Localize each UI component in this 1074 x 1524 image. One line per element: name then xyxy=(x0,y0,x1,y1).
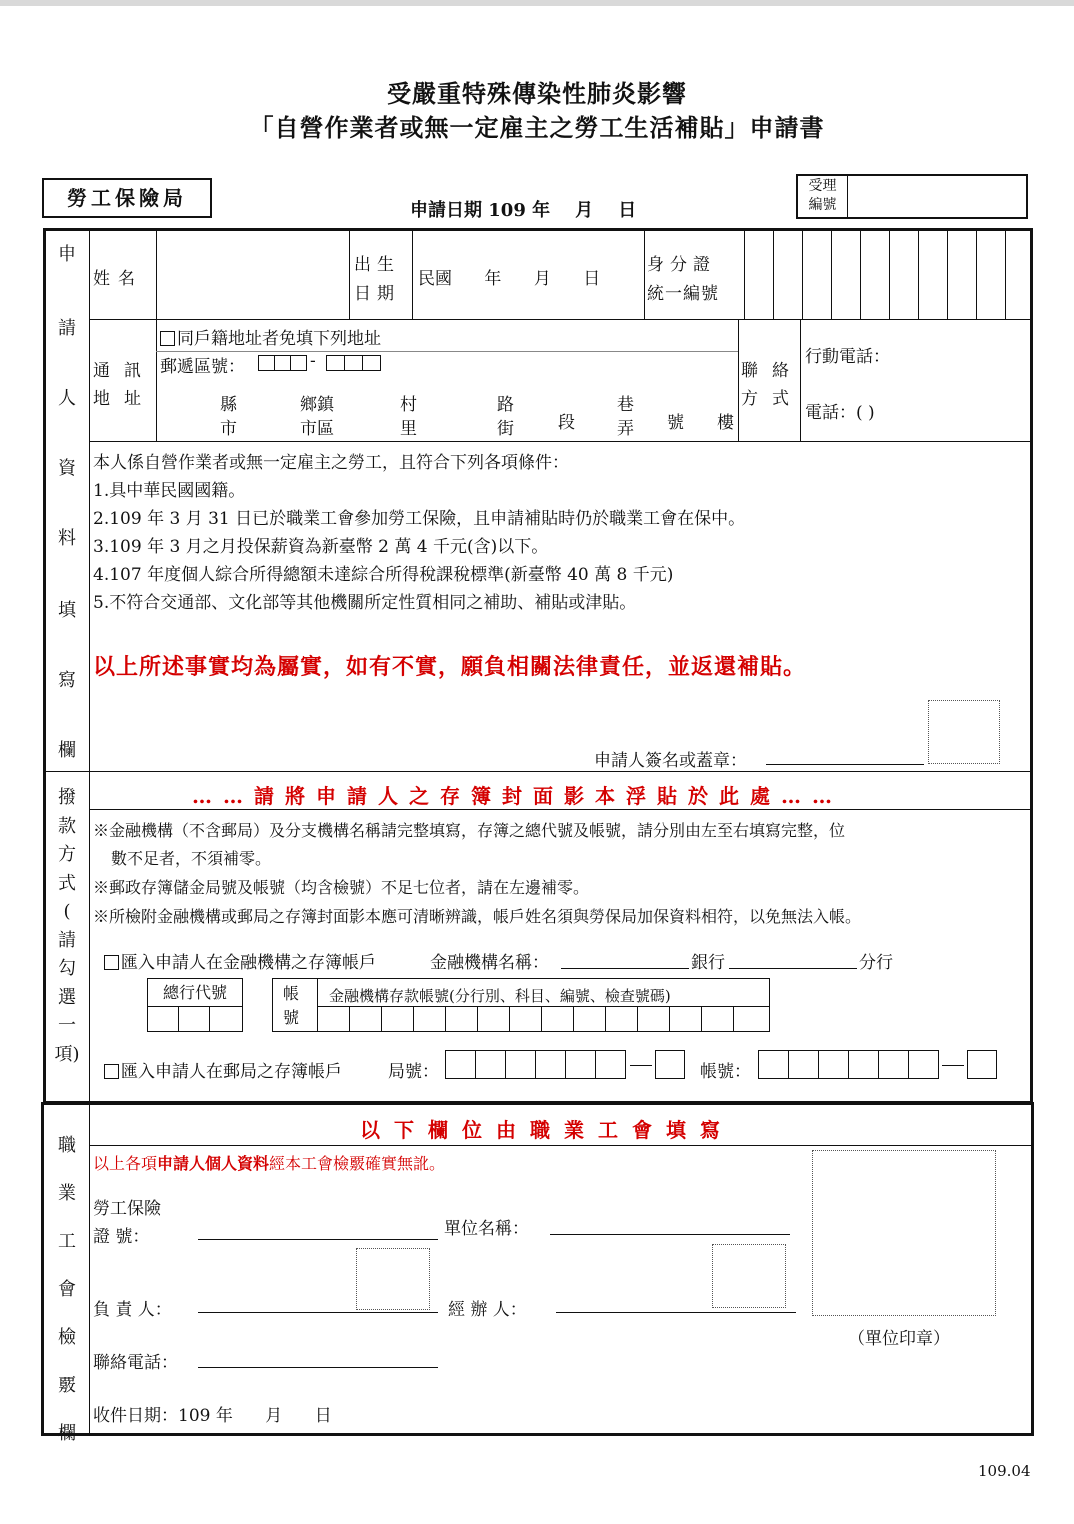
post-office-check-cell[interactable] xyxy=(655,1050,685,1079)
addr-unit-township: 鄉鎮 xyxy=(300,395,334,415)
signature-label: 申請人簽名或蓋章： xyxy=(594,751,747,771)
addr-unit-village: 村 xyxy=(400,395,417,415)
addr-unit-district: 市區 xyxy=(300,419,334,439)
condition-4: 4.107 年度個人綜合所得總額未達綜合所得稅課稅標準(新臺幣 40 萬 8 千元) xyxy=(93,565,674,585)
branch-suffix: 分行 xyxy=(859,953,893,973)
bank-name-line[interactable] xyxy=(561,968,689,969)
top-strip xyxy=(0,0,1074,6)
post-account-dash xyxy=(942,1065,964,1066)
agency-label: 勞工保險局 xyxy=(42,178,212,218)
post-account-check-cell[interactable] xyxy=(967,1050,997,1079)
birth-label-1: 出生 xyxy=(354,255,400,275)
addr-unit-floor: 樓 xyxy=(717,413,734,433)
unit-name-line[interactable] xyxy=(550,1234,790,1235)
signature-line[interactable] xyxy=(766,764,924,765)
handler-label: 經 辦 人： xyxy=(448,1300,527,1320)
account-label-2: 號 xyxy=(283,1008,300,1027)
side-label-2: 請 xyxy=(58,318,76,339)
branch-code-box xyxy=(147,978,243,1032)
addr-unit-city: 市 xyxy=(220,419,237,439)
account-label-1: 帳 xyxy=(283,984,300,1003)
post-account-cells[interactable] xyxy=(758,1050,938,1079)
seal-box[interactable] xyxy=(928,700,1000,764)
condition-5: 5.不符合交通部、文化部等其他機關所定性質相同之補助、補貼或津貼。 xyxy=(93,593,637,613)
id-label-2: 統一編號 xyxy=(647,284,719,304)
application-date: 申請日期 109 年 月 日 xyxy=(410,200,637,221)
receipt-number-label: 受理 編號 xyxy=(798,176,848,217)
note-2: ※郵政存簿儲金局號及帳號（均含檢號）不足七位者，請在左邊補零。 xyxy=(93,878,590,897)
form-title-line1: 受嚴重特殊傳染性肺炎影響 xyxy=(387,79,687,108)
bank-suffix: 銀行 xyxy=(691,953,725,973)
bank-name-label: 金融機構名稱： xyxy=(430,953,549,973)
union-phone-label: 聯絡電話： xyxy=(93,1353,178,1373)
condition-1: 1.具中華民國國籍。 xyxy=(93,481,246,501)
union-verification-note: 以上各項申請人個人資料經本工會檢覈確實無訛。 xyxy=(93,1154,446,1173)
post-office-dash xyxy=(630,1065,652,1066)
note-1: ※金融機構（不含郵局）及分支機構名稱請完整填寫，存簿之總代號及帳號，請分別由左至右填寫完整，位 xyxy=(93,821,846,840)
bank-option[interactable]: 匯入申請人在金融機構之存簿帳戶 xyxy=(104,948,376,973)
post-office-number-label: 局號： xyxy=(388,1062,439,1082)
note-1-cont: 數不足者，不須補零。 xyxy=(111,849,272,868)
address-label-1: 通訊 xyxy=(93,361,155,381)
addr-unit-lane: 巷 xyxy=(617,395,634,415)
post-office-number-cells[interactable] xyxy=(445,1050,625,1079)
name-field[interactable] xyxy=(160,234,346,318)
account-number-box xyxy=(272,978,770,1032)
postal-code-label: 郵遞區號： xyxy=(160,357,245,377)
post-option[interactable]: 匯入申請人在郵局之存簿帳戶 xyxy=(104,1057,342,1082)
addr-unit-county: 縣 xyxy=(220,395,237,415)
name-label: 姓名 xyxy=(93,269,143,289)
addr-unit-alley: 弄 xyxy=(617,419,634,439)
unit-name-label: 單位名稱： xyxy=(444,1219,529,1239)
passbook-instruction: ……請將申請人之存簿封面影本浮貼於此處…… xyxy=(192,784,843,808)
addr-unit-road: 路 xyxy=(497,395,514,415)
handler-seal-box[interactable] xyxy=(712,1244,786,1308)
insurance-label-2: 證 號： xyxy=(93,1227,150,1247)
side-label-4: 資 xyxy=(58,458,76,479)
declaration-intro: 本人係自營作業者或無一定雇主之勞工，且符合下列各項條件： xyxy=(93,453,569,473)
account-number-label: 金融機構存款帳號(分行別、科目、編號、檢查號碼) xyxy=(329,987,671,1005)
checkbox-icon[interactable] xyxy=(160,331,175,346)
post-account-label: 帳號： xyxy=(700,1062,751,1082)
contact-label-2: 方式 xyxy=(741,389,803,409)
side-label-7: 寫 xyxy=(58,670,76,691)
note-3: ※所檢附金融機構或郵局之存簿封面影本應可清晰辨識，帳戶姓名須與勞保局加保資料相符，以免無法入帳。 xyxy=(93,907,862,926)
unit-seal-box[interactable] xyxy=(812,1150,996,1316)
mobile-phone-label: 行動電話： xyxy=(805,347,890,367)
side-label-6: 填 xyxy=(58,600,76,621)
addr-unit-street: 街 xyxy=(497,419,514,439)
postal-dash: - xyxy=(310,351,316,371)
birth-date-field[interactable]: 民國 年 月 日 xyxy=(418,269,601,289)
contact-label-1: 聯絡 xyxy=(741,361,803,381)
unit-seal-label: （單位印章） xyxy=(848,1329,950,1349)
addr-unit-section: 段 xyxy=(558,413,575,433)
postal-code-cells-b[interactable] xyxy=(326,355,380,371)
same-address-checkbox[interactable]: 同戶籍地址者免填下列地址 xyxy=(160,324,381,349)
receipt-number-box[interactable] xyxy=(796,174,1028,219)
address-label-2: 地址 xyxy=(93,389,155,409)
side-label-1: 申 xyxy=(58,244,76,265)
postal-code-cells-a[interactable] xyxy=(258,355,306,371)
addr-unit-number: 號 xyxy=(667,413,684,433)
branch-code-label: 總行代號 xyxy=(162,983,227,1002)
branch-name-line[interactable] xyxy=(729,968,857,969)
union-side-label: 職 業 工 會 檢 覈 欄 xyxy=(58,1135,76,1444)
insurance-number-line[interactable] xyxy=(198,1239,438,1240)
union-phone-line[interactable] xyxy=(198,1367,438,1368)
union-heading: 以下欄位由職業工會填寫 xyxy=(360,1118,734,1142)
form-title-line2: 「自營作業者或無一定雇主之勞工生活補貼」申請書 xyxy=(249,113,825,142)
payment-side-label: 撥 款 方 式 ( 請 勾 選 一 項) xyxy=(54,787,80,1065)
truth-declaration: 以上所述事實均為屬實，如有不實，願負相關法律責任，並返還補貼。 xyxy=(93,654,807,680)
side-label-8: 欄 xyxy=(58,740,76,761)
insurance-label-1: 勞工保險 xyxy=(93,1199,161,1219)
side-label-3: 人 xyxy=(58,388,76,409)
form-version: 109.04 xyxy=(978,1462,1031,1480)
birth-label-2: 日期 xyxy=(354,284,400,304)
bank-checkbox-icon[interactable] xyxy=(104,955,119,970)
handler-line[interactable] xyxy=(556,1312,796,1313)
addr-unit-li: 里 xyxy=(400,419,417,439)
side-label-5: 料 xyxy=(58,528,76,549)
id-label-1: 身分證 xyxy=(647,255,716,275)
condition-3: 3.109 年 3 月之月投保薪資為新臺幣 2 萬 4 千元(含)以下。 xyxy=(93,537,549,557)
receipt-date: 收件日期：109 年 月 日 xyxy=(93,1406,332,1426)
responsible-line[interactable] xyxy=(198,1312,438,1313)
responsible-seal-box[interactable] xyxy=(356,1248,430,1310)
post-checkbox-icon[interactable] xyxy=(104,1064,119,1079)
phone-label: 電話：( ) xyxy=(805,403,875,423)
responsible-label: 負 責 人： xyxy=(93,1300,172,1320)
condition-2: 2.109 年 3 月 31 日已於職業工會參加勞工保險，且申請補貼時仍於職業工會在保中。 xyxy=(93,509,746,529)
